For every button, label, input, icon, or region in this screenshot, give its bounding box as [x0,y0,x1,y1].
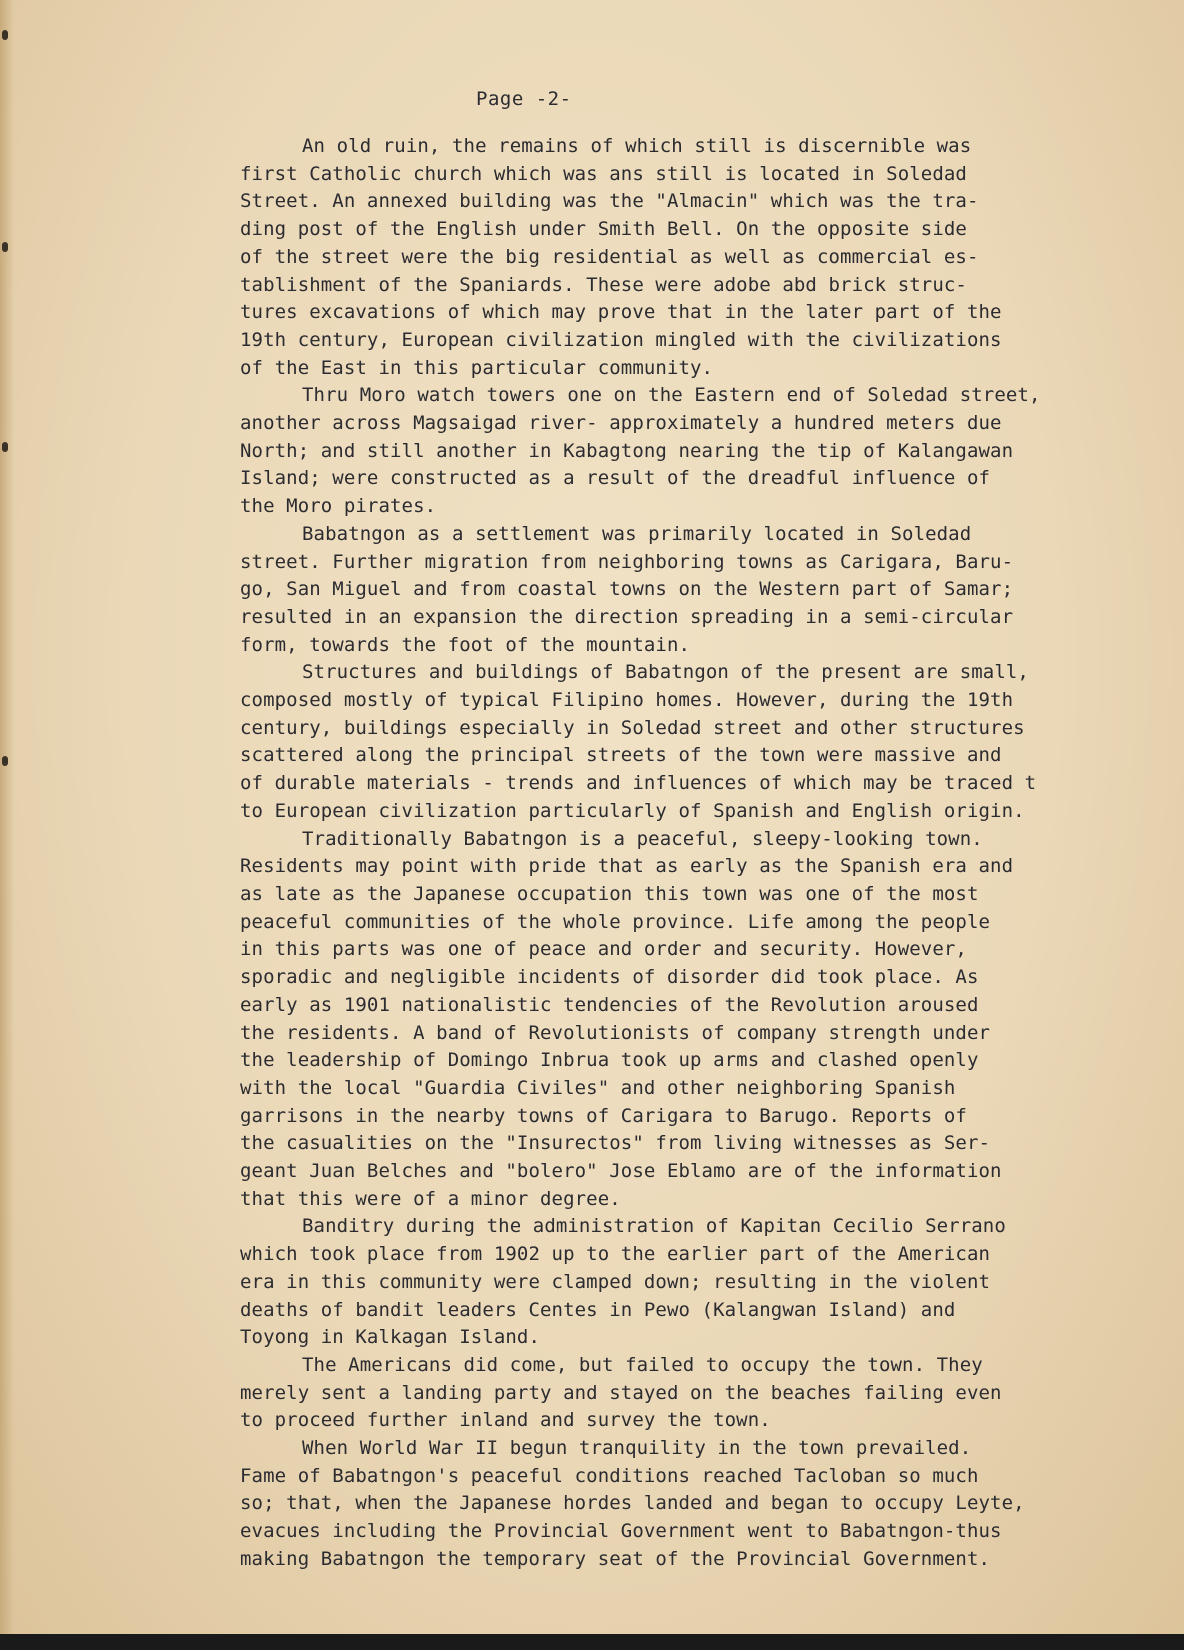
text-line: ding post of the English under Smith Bell. On the opposite side [240,218,967,241]
body-text [240,133,1170,1574]
text-line: Structures and buildings of Babatngon of the present are small, [302,661,1029,684]
text-line: of durable materials - trends and influences of which may be traced t [240,772,1037,795]
bottom-scan-edge [0,1634,1184,1650]
punch-mark [2,442,8,452]
text-line: North; and still another in Kabagtong nearing the tip of Kalangawan [240,439,1014,462]
text-line: era in this community were clamped down; resulting in the violent [240,1270,991,1293]
paragraph [240,826,1170,1214]
text-line: Fame of Babatngon's peaceful conditions reached Tacloban so much [240,1464,979,1487]
text-line: sporadic and negligible incidents of disorder did took place. As [240,966,979,989]
text-line: Island; were constructed as a result of the dreadful influence of [240,467,991,490]
text-line: making Babatngon the temporary seat of the Provincial Government. [240,1547,991,1570]
text-line: which took place from 1902 up to the earlier part of the American [240,1243,991,1266]
text-line: with the local "Guardia Civiles" and other neighboring Spanish [240,1076,956,1099]
text-line: An old ruin, the remains of which still is discernible was [302,135,972,157]
text-line: scattered along the principal streets of the town were massive and [240,744,1002,767]
text-line: street. Further migration from neighboring towns as Carigara, Baru- [240,550,1014,573]
text-line: Banditry during the administration of Kapitan Cecilio Serrano [302,1215,1006,1238]
text-line: go, San Miguel and from coastal towns on the Western part of Samar; [240,578,1014,601]
paragraph [240,382,1170,521]
text-line: early as 1901 nationalistic tendencies of the Revolution aroused [240,993,979,1016]
page-number: Page -2- [476,88,572,110]
text-line: tures excavations of which may prove that in the later part of the [240,301,1002,324]
text-line: geant Juan Belches and "bolero" Jose Eblamo are of the information [240,1160,1002,1183]
text-line: The Americans did come, but failed to occupy the town. They [302,1353,983,1376]
text-line: composed mostly of typical Filipino homes. However, during the 19th [240,689,1014,712]
text-line: of the street were the big residential as well as commercial es- [240,245,979,268]
punch-mark [2,756,8,766]
text-line: Toyong in Kalkagan Island. [240,1326,541,1349]
text-line: deaths of bandit leaders Centes in Pewo (Kalangwan Island) and [240,1298,956,1321]
text-line: as late as the Japanese occupation this town was one of the most [240,882,979,905]
paragraph [240,1352,1170,1435]
paragraph [240,1213,1170,1352]
text-line: first Catholic church which was ans still is located in Soledad [240,162,967,185]
text-line: tablishment of the Spaniards. These were adobe abd brick struc- [240,273,967,296]
text-line: to proceed further inland and survey the town. [240,1409,771,1432]
text-line: Thru Moro watch towers one on the Eastern end of Soledad street, [302,384,1041,407]
text-line: so; that, when the Japanese hordes landed and began to occupy Leyte, [240,1492,1025,1515]
text-line: resulted in an expansion the direction spreading in a semi-circular [240,605,1014,628]
text-line: Babatngon as a settlement was primarily located in Soledad [302,522,972,545]
text-line: merely sent a landing party and stayed on the beaches failing even [240,1381,1002,1404]
text-line: Residents may point with pride that as early as the Spanish era and [240,855,1014,878]
paragraph [240,133,1170,382]
text-line: garrisons in the nearby towns of Carigara to Barugo. Reports of [240,1104,967,1127]
paragraph [240,521,1170,660]
text-line: of the East in this particular community. [240,356,714,379]
paragraph [240,659,1170,825]
text-line: century, buildings especially in Soledad street and other structures [240,716,1025,739]
text-line: the Moro pirates. [240,495,437,518]
punch-mark [2,30,8,40]
text-line: that this were of a minor degree. [240,1187,621,1210]
punch-mark [2,242,8,252]
text-line: the residents. A band of Revolutionists of company strength under [240,1021,991,1044]
text-line: the casualities on the "Insurectos" from living witnesses as Ser- [240,1132,991,1155]
text-line: peaceful communities of the whole province. Life among the people [240,910,991,933]
text-line: another across Magsaigad river- approximately a hundred meters due [240,412,1002,435]
text-line: Traditionally Babatngon is a peaceful, sleepy-looking town. [302,827,983,850]
text-line: 19th century, European civilization mingled with the civilizations [240,328,1002,351]
text-line: in this parts was one of peace and order and security. However, [240,938,967,961]
text-line: to European civilization particularly of Spanish and English origin. [240,799,1025,822]
text-line: When World War II begun tranquility in the town prevailed. [302,1437,972,1460]
text-line: Street. An annexed building was the "Almacin" which was the tra- [240,190,979,213]
paragraph [240,1435,1170,1574]
text-line: form, towards the foot of the mountain. [240,633,691,656]
text-line: the leadership of Domingo Inbrua took up arms and clashed openly [240,1049,979,1072]
text-line: evacues including the Provincial Government went to Babatngon-thus [240,1520,1002,1543]
